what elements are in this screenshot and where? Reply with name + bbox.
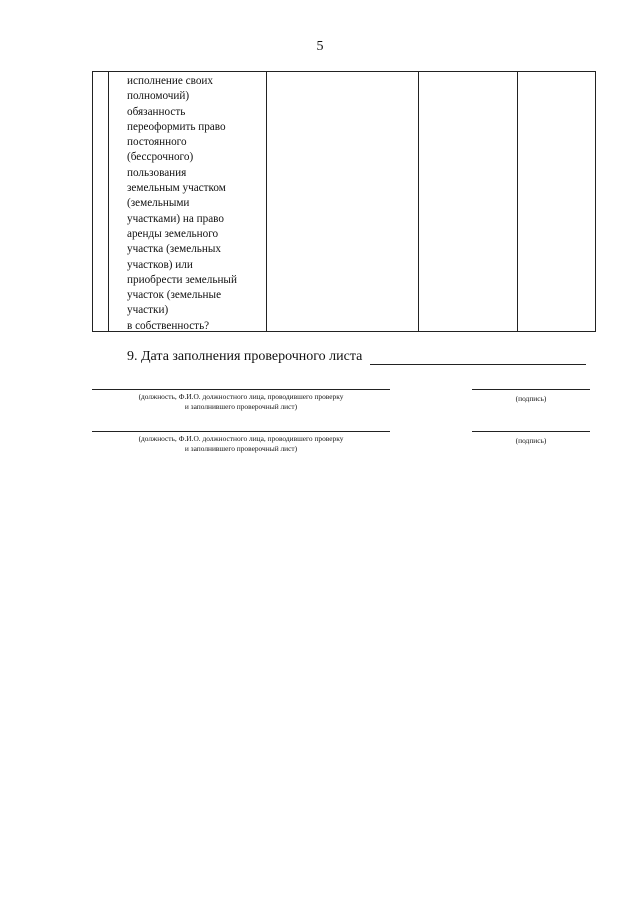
official-caption: (должность, Ф.И.О. должностного лица, проводившего проверку и заполнившего проверочный лист) (138, 392, 344, 411)
question-cell-text: исполнение своих полномочий) обязанность переоформить право постоянного (бессрочного) пользования земельным участком (земельными участками) на право аренды земельного участка (земельных участков) или приобрести земельный участок (земельные участки) в собственность? (127, 75, 237, 332)
fill-date-blank[interactable] (370, 364, 586, 365)
signature-caption: (подпись) (515, 436, 547, 445)
table-column-divider (418, 72, 419, 331)
official-name-line[interactable] (92, 431, 390, 432)
signature-line[interactable] (472, 431, 590, 432)
signature-line[interactable] (472, 389, 590, 390)
table-column-divider (517, 72, 518, 331)
checklist-table (92, 71, 596, 332)
table-column-divider (108, 72, 109, 331)
fill-date-label: 9. Дата заполнения проверочного листа (127, 349, 363, 364)
official-name-line[interactable] (92, 389, 390, 390)
signature-caption: (подпись) (515, 394, 547, 403)
page-number: 5 (316, 39, 324, 54)
official-caption: (должность, Ф.И.О. должностного лица, проводившего проверку и заполнившего проверочный лист) (138, 434, 344, 453)
